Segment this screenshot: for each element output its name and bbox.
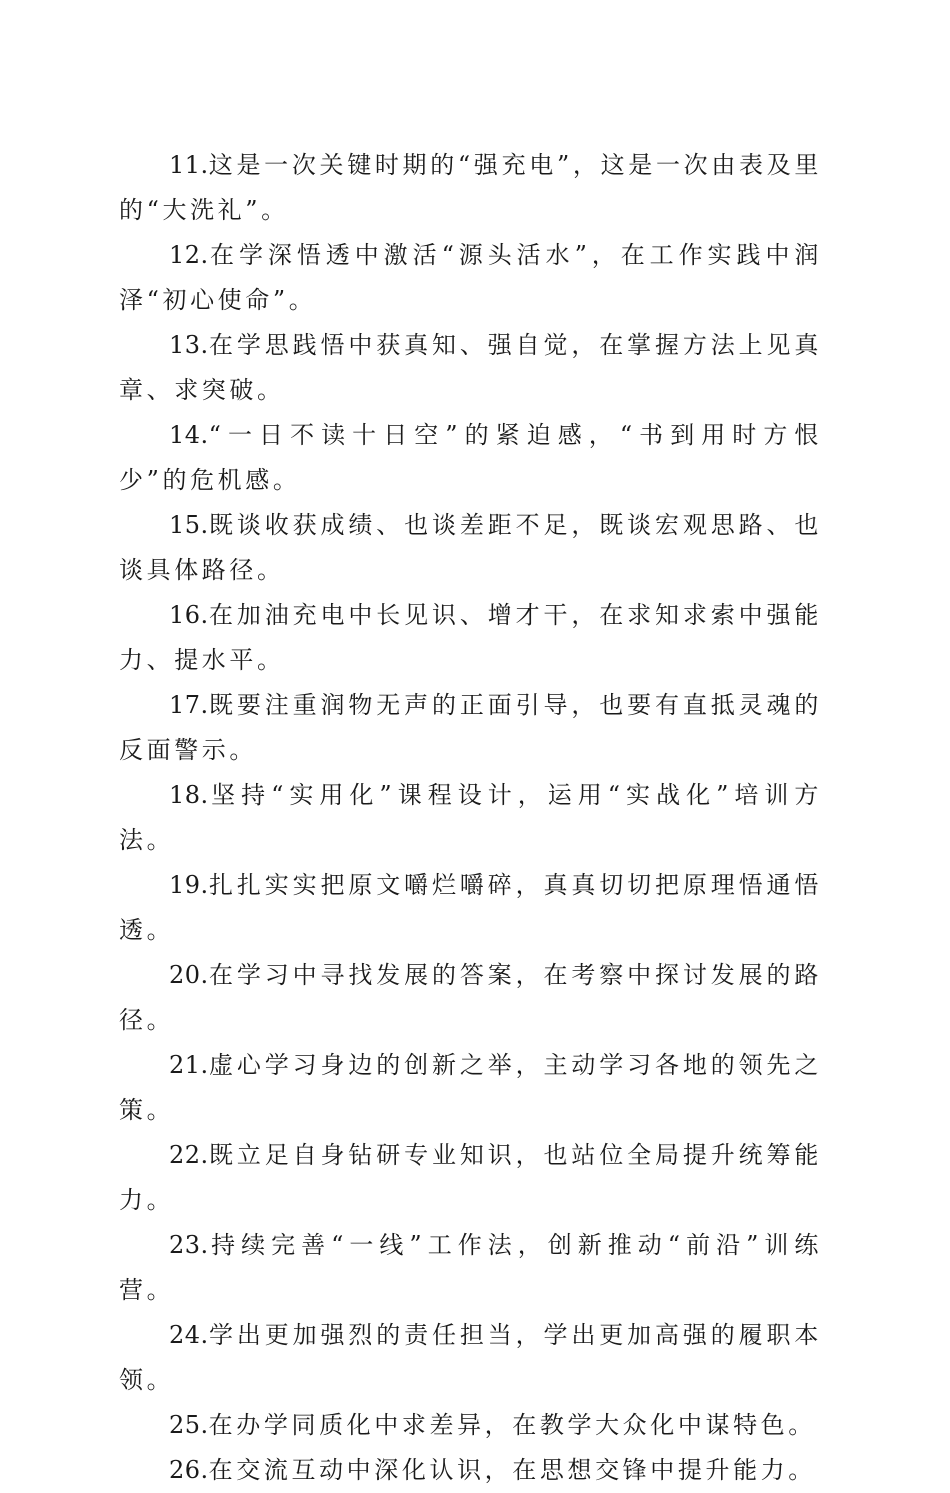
item-text: 持续完善“一线”工作法，创新推动“前沿”训练营。	[119, 1231, 822, 1304]
item-number: 13.	[169, 331, 209, 359]
item-text: 在学习中寻找发展的答案，在考察中探讨发展的路径。	[119, 961, 822, 1034]
item-text: 坚持“实用化”课程设计，运用“实战化”培训方法。	[119, 781, 822, 854]
list-item	[119, 143, 822, 233]
list-item	[119, 1043, 822, 1133]
item-text: 既立足自身钻研专业知识，也站位全局提升统筹能力。	[119, 1141, 822, 1214]
list-item	[119, 1223, 822, 1313]
list-item	[119, 413, 822, 503]
item-text: 在交流互动中深化认识，在思想交锋中提升能力。	[208, 1456, 816, 1484]
item-text: 学出更加强烈的责任担当，学出更加高强的履职本领。	[119, 1321, 822, 1394]
item-number: 17.	[169, 691, 209, 719]
list-item	[119, 1313, 822, 1403]
list-item	[119, 503, 822, 593]
item-text: 在学深悟透中激活“源头活水”，在工作实践中润泽“初心使命”。	[119, 241, 822, 314]
item-number: 25.	[169, 1411, 209, 1439]
item-number: 21.	[169, 1051, 209, 1079]
item-text: “一日不读十日空”的紧迫感，“书到用时方恨少”的危机感。	[119, 421, 822, 494]
item-text: 这是一次关键时期的“强充电”，这是一次由表及里的“大洗礼”。	[119, 151, 822, 224]
item-number: 12.	[169, 241, 209, 269]
list-item	[119, 233, 822, 323]
list-item	[119, 863, 822, 953]
item-number: 26.	[169, 1456, 209, 1484]
list-item	[119, 953, 822, 1043]
item-number: 24.	[169, 1321, 209, 1349]
item-number: 14.	[169, 421, 209, 449]
item-text: 虚心学习身边的创新之举，主动学习各地的领先之策。	[119, 1051, 822, 1124]
list-item	[119, 683, 822, 773]
list-item	[119, 773, 822, 863]
item-number: 23.	[169, 1231, 209, 1259]
document-body	[119, 143, 822, 1493]
item-text: 既要注重润物无声的正面引导，也要有直抵灵魂的反面警示。	[119, 691, 822, 764]
list-item	[119, 323, 822, 413]
list-item	[119, 1448, 822, 1493]
item-number: 11.	[169, 151, 209, 179]
item-text: 扎扎实实把原文嚼烂嚼碎，真真切切把原理悟通悟透。	[119, 871, 822, 944]
item-text: 在加油充电中长见识、增才干，在求知求索中强能力、提水平。	[119, 601, 822, 674]
list-item	[119, 1403, 822, 1448]
list-item	[119, 593, 822, 683]
item-text: 既谈收获成绩、也谈差距不足，既谈宏观思路、也谈具体路径。	[119, 511, 822, 584]
item-number: 20.	[169, 961, 209, 989]
item-number: 18.	[169, 781, 209, 809]
item-number: 15.	[169, 511, 209, 539]
item-number: 19.	[169, 871, 209, 899]
item-number: 16.	[169, 601, 209, 629]
item-number: 22.	[169, 1141, 209, 1169]
list-item	[119, 1133, 822, 1223]
item-text: 在学思践悟中获真知、强自觉，在掌握方法上见真章、求突破。	[119, 331, 822, 404]
item-text: 在办学同质化中求差异，在教学大众化中谋特色。	[208, 1411, 816, 1439]
